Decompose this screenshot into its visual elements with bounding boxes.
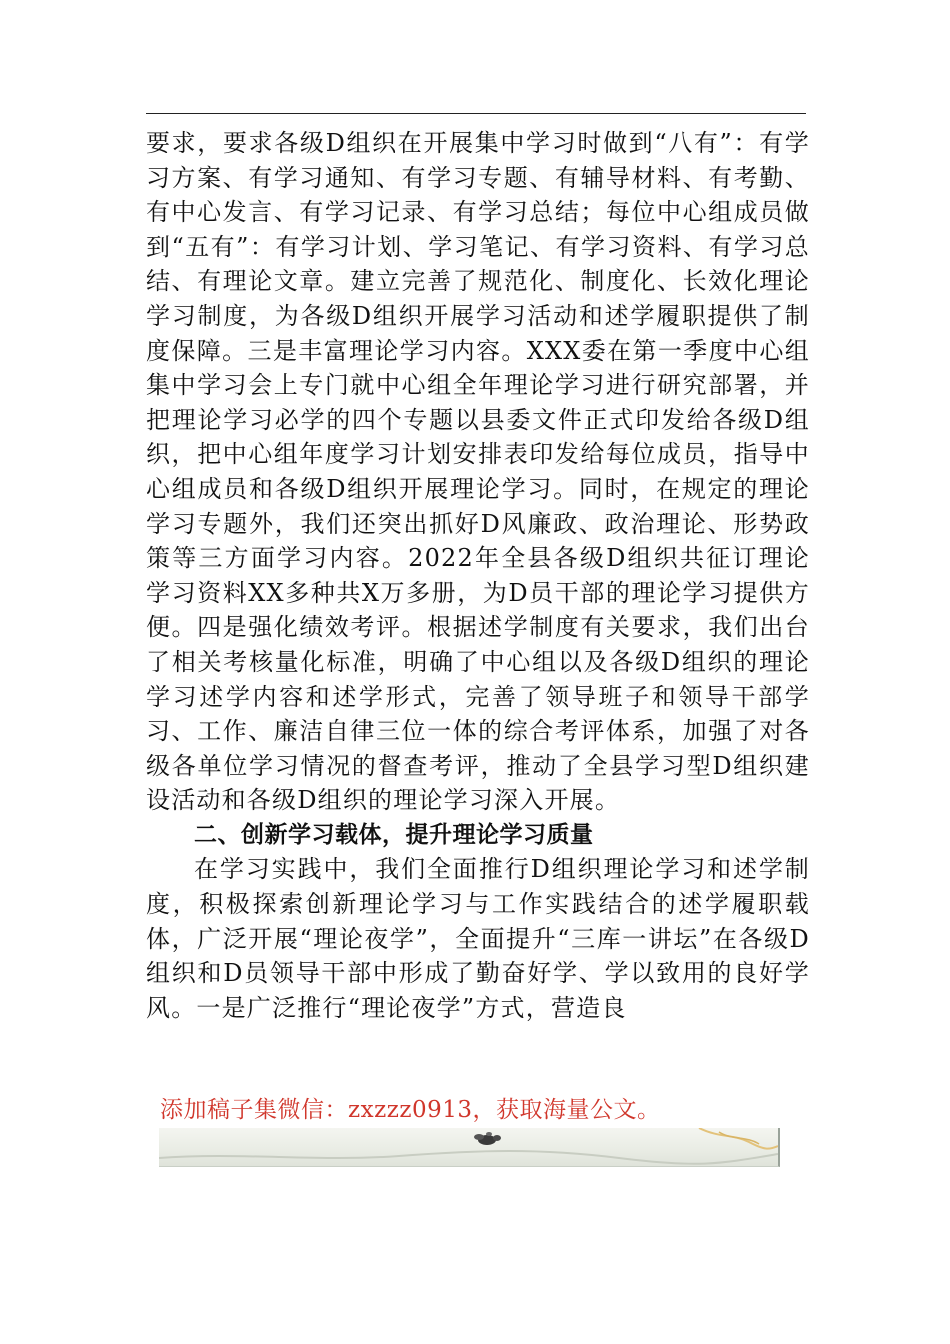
document-body [146,126,810,1025]
body-paragraph: 要求，要求各级D组织在开展集中学习时做到“八有”：有学习方案、有学习通知、有学习专题、有辅导材料、有考勤、有中心发言、有学习记录、有学习总结；每位中心组成员做到“五有”：有学习计划、学习笔记、有学习资料、有学习总结、有理论文章。建立完善了规范化、制度化、长效化理论学习制度，为各级D组织开展学习活动和述学履职提供了制度保障。三是丰富理论学习内容。XXX委在第一季度中心组集中学习会上专门就中心组全年理论学习进行研究部署，并把理论学习必学的四个专题以县委文件正式印发给各级D组织，把中心组年度学习计划安排表印发给每位成员，指导中心组成员和各级D组织开展理论学习。同时，在规定的理论学习专题外，我们还突出抓好D风廉政、政治理论、形势政策等三方面学习内容。2022年全县各级D组织共征订理论学习资料XX多种共X万多册，为D员干部的理论学习提供方便。四是强化绩效考评。根据述学制度有关要求，我们出台了相关考核量化标准，明确了中心组以及各级D组织的理论学习述学内容和述学形式，完善了领导班子和领导干部学习、工作、廉洁自律三位一体的综合考评体系，加强了对各级各单位学习情况的督查考评，推动了全县学习型D组织建设活动和各级D组织的理论学习深入开展。 [146,129,810,815]
promo-text: 添加稿子集微信：zxzzz0913，获取海量公文。 [160,1097,661,1123]
body-paragraph-continued: 在学习实践中，我们全面推行D组织理论学习和述学制度，积极探索创新理论学习与工作实践结合的述学履职载体，广泛开展“理论夜学”，全面提升“三库一讲坛”在各级D组织和D员领导干部中形成了勤奋好学、学以致用的良好学风。一是广泛推行“理论夜学”方式，营造良 [146,855,810,1022]
header-rule [146,113,806,114]
section-heading: 二、创新学习载体，提升理论学习质量 [194,821,594,848]
decorative-banner [159,1128,780,1167]
banner-ink-art [159,1128,778,1166]
